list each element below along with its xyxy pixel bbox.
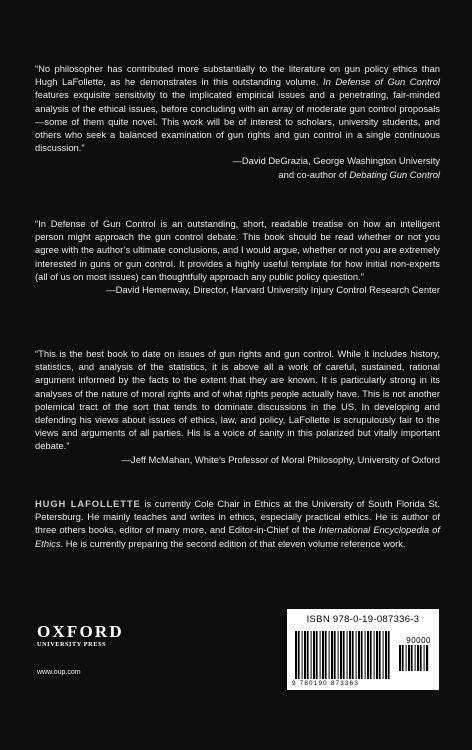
- endorsement-quote-2: [35, 217, 440, 296]
- author-name: HUGH LAFOLLETTE: [35, 498, 141, 509]
- publisher-logo: OXFORD UNIVERSITY PRESS: [37, 622, 124, 648]
- isbn-text: ISBN 978-0-19-087336-3: [306, 614, 420, 625]
- quote-3-text: “This is the best book to date on issues of gun rights and gun control. While it includes history, statistics, and analysis of the statistics, it is above all a work of careful, sustained, rational argument informed by the facts to the extent that they are known. It is particularly strong in its analyses of the nature of moral rights and of what rights people actually have. This is not another polemical tract of the sort that tends to dominate discussions in the US. In developing and defending his views about issues of ethics, law, and policy, LaFollette is scrupulously fair to the views and arguments of all parties. His is a voice of sanity in this polarized but vitally important debate.”: [35, 348, 440, 452]
- isbn-barcode: [287, 609, 439, 690]
- price-barcode-icon: [399, 645, 429, 671]
- author-bio: HUGH LAFOLLETTE is currently Cole Chair in Ethics at the University of South Florida St. Petersburg. He mainly teaches and writes in ethics, especially practical ethics. He is author of three others books, editor of many more, and Editor-in-Chief of the International Encyclopedia of Ethics. He is currently preparing the second edition of that eleven volume reference work.: [35, 498, 441, 549]
- endorsement-quote-3: [35, 347, 440, 466]
- price-code: 90000: [406, 636, 431, 645]
- barcode-bars-icon: [295, 631, 390, 679]
- quote-1-attribution: —David DeGrazia, George Washington University and co-author of Debating Gun Control: [232, 155, 440, 180]
- endorsement-quote-1: [35, 62, 440, 181]
- quote-2-text: “In Defense of Gun Control is an outstanding, short, readable treatise on how an intelligent person might approach the gun control debate. This book should be read whether or not you agree with the author’s ultimate conclusions, and I would argue, whether or not you are extremely interested in guns or gun control. It provides a highly useful template for how initial non-experts (all of us on most issues) can thoughtfully approach any public policy question.”: [35, 218, 440, 282]
- quote-3-attribution: —Jeff McMahan, White’s Professor of Moral Philosophy, University of Oxford: [121, 453, 440, 465]
- quote-2-attribution: —David Hemenway, Director, Harvard University Injury Control Research Center: [106, 284, 440, 296]
- barcode-digits: 9 780190 873363: [292, 680, 360, 687]
- quote-1-text: “No philosopher has contributed more substantially to the literature on gun policy ethics than Hugh LaFollette, as he demonstrates in this outstanding volume. In Defense of Gun Control features exquisite sensitivity to the implicated empirical issues and a penetrating, fair-minded analysis of the ethical issues, before concluding with an array of moderate gun control proposals—some of them quite novel. This work will be of interest to scholars, university students, and others who seek a balanced examination of gun rights and gun control in a single continuous discussion.”: [35, 63, 441, 154]
- publisher-url: www.oup.com: [37, 669, 81, 676]
